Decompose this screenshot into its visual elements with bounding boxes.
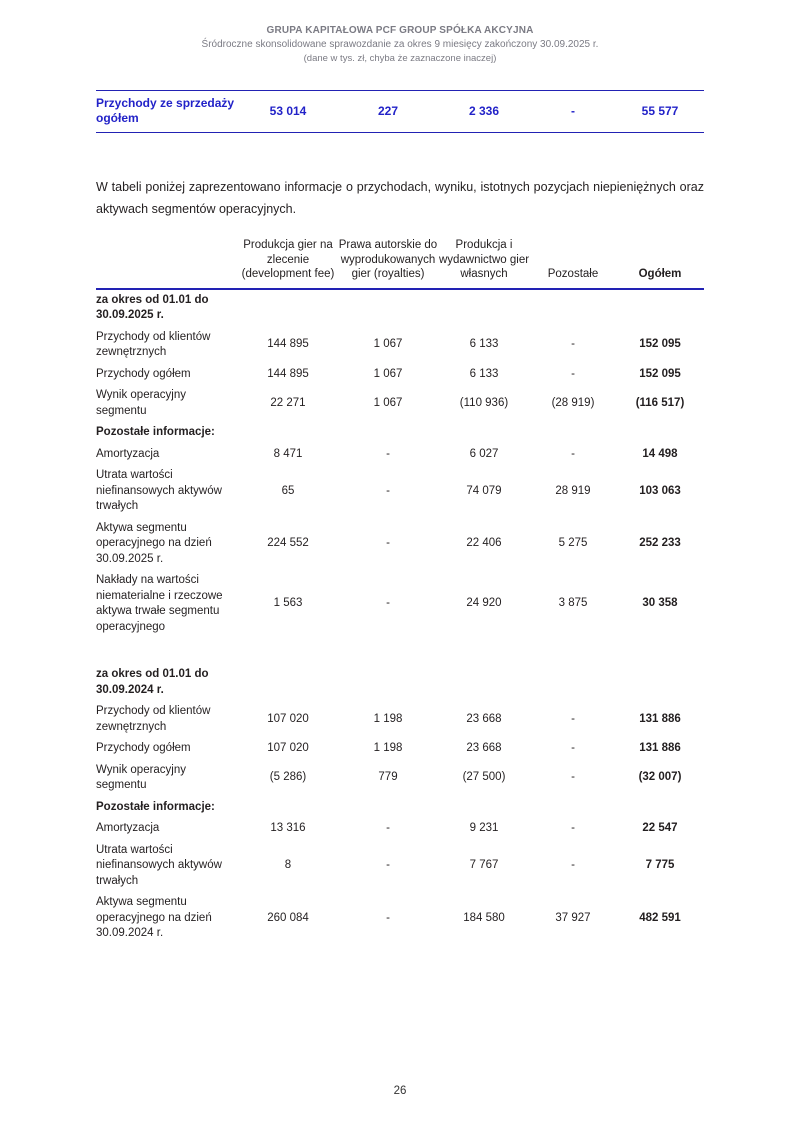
- row-label: Przychody ogółem: [96, 367, 191, 380]
- row-value-other: -: [571, 447, 575, 460]
- row-value-other: [530, 290, 616, 327]
- row-value-other: [530, 664, 616, 701]
- row-value-total: (116 517): [635, 396, 685, 409]
- document-running-header: [96, 24, 704, 66]
- row-value-total: [616, 664, 704, 701]
- spacer-cell: [338, 638, 438, 664]
- row-value-own-games: 6 133: [469, 367, 499, 380]
- row-value-total: 252 233: [639, 537, 681, 549]
- row-value-total: 7 775: [645, 859, 675, 871]
- row-value-development-fee: 107 020: [267, 712, 309, 725]
- table-row: [96, 797, 704, 819]
- row-value-development-fee: [238, 290, 338, 327]
- row-value-other: -: [571, 771, 575, 784]
- rule-cell: [616, 133, 704, 134]
- row-value-royalties: 1 067: [373, 338, 403, 351]
- row-label: Wynik operacyjny segmentu: [96, 763, 187, 791]
- rule-cell: [238, 133, 338, 134]
- row-value-development-fee: 22 271: [270, 396, 306, 409]
- table-row: [96, 570, 704, 638]
- rule-cell: [530, 133, 616, 134]
- row-value-development-fee: 65: [281, 484, 295, 497]
- row-label: Przychody ogółem: [96, 742, 191, 754]
- rule-cell: [96, 133, 238, 134]
- row-value-other: -: [571, 822, 575, 834]
- column-header-royalties: Prawa autorskie do wyprodukowanych gier (royalties): [338, 239, 438, 280]
- row-value-development-fee: 8: [284, 859, 292, 871]
- row-value-own-games: 74 079: [466, 484, 502, 497]
- segment-table-head: [96, 238, 704, 290]
- row-value-total: 131 886: [639, 712, 681, 725]
- table-row: [96, 444, 704, 466]
- row-value-other: -: [571, 367, 575, 380]
- row-value-royalties: -: [386, 447, 390, 460]
- row-value-royalties: 227: [377, 103, 399, 118]
- row-value-development-fee: 224 552: [267, 537, 309, 549]
- row-value-own-games: 9 231: [469, 822, 499, 834]
- row-value-development-fee: 8 471: [273, 447, 303, 460]
- row-value-development-fee: 13 316: [270, 822, 306, 834]
- row-label: Utrata wartości niefinansowych aktywów trwałych: [96, 469, 222, 512]
- row-value-other: [530, 422, 616, 444]
- header-company-name: GRUPA KAPITAŁOWA PCF GROUP SPÓŁKA AKCYJNA: [266, 25, 534, 36]
- row-value-total: [616, 290, 704, 327]
- row-value-development-fee: 260 084: [267, 911, 309, 924]
- row-value-royalties: [338, 422, 438, 444]
- row-value-royalties: -: [386, 859, 390, 871]
- row-value-total: 14 498: [642, 447, 678, 460]
- table-row: [96, 760, 704, 797]
- row-value-royalties: [338, 290, 438, 327]
- header-report-title: Śródroczne skonsolidowane sprawozdanie za okres 9 miesięcy zakończony 30.09.2025 r.: [201, 39, 599, 50]
- row-value-own-games: 23 668: [466, 712, 502, 725]
- row-value-own-games: 184 580: [463, 911, 505, 924]
- row-value-royalties: 1 067: [373, 367, 403, 380]
- row-value-development-fee: (5 286): [269, 771, 307, 784]
- row-value-other: -: [571, 742, 575, 754]
- row-value-own-games: [438, 422, 530, 444]
- row-label: Amortyzacja: [96, 822, 160, 834]
- row-label: za okres od 01.01 do 30.09.2024 r.: [96, 668, 209, 696]
- page-number: 26: [393, 1085, 407, 1097]
- column-header-total: Ogółem: [638, 268, 682, 280]
- row-value-development-fee: 144 895: [267, 367, 309, 380]
- row-value-development-fee: 1 563: [273, 597, 303, 610]
- intro-paragraph: W tabeli poniżej zaprezentowano informacje o przychodach, wyniku, istotnych pozycjach niepieniężnych oraz aktywach segmentów operacyjnych.: [96, 179, 704, 216]
- row-value-royalties: 779: [378, 771, 398, 784]
- segment-reporting-table: [96, 238, 704, 945]
- spacer-cell: [530, 638, 616, 664]
- row-value-royalties: -: [386, 537, 390, 549]
- row-label: Przychody ze sprzedaży ogółem: [96, 96, 235, 125]
- table-row-total-revenue: [96, 91, 704, 133]
- table-row: [96, 327, 704, 364]
- row-value-other: 3 875: [558, 597, 588, 610]
- row-label: Amortyzacja: [96, 447, 160, 460]
- row-label: Przychody od klientów zewnętrznych: [96, 705, 211, 733]
- row-value-total: 55 577: [641, 103, 679, 118]
- row-value-royalties: [338, 797, 438, 819]
- rule-cell: [438, 133, 530, 134]
- table-row: [96, 840, 704, 893]
- segment-table-body: [96, 290, 704, 945]
- row-value-development-fee: [238, 422, 338, 444]
- spacer-cell: [96, 638, 238, 664]
- row-label: Przychody od klientów zewnętrznych: [96, 330, 211, 358]
- summary-rule-bottom: [96, 133, 704, 134]
- table-spacer-row: [96, 638, 704, 664]
- row-value-development-fee: [238, 664, 338, 701]
- row-value-development-fee: 144 895: [267, 338, 309, 351]
- revenue-summary-table: [96, 90, 704, 133]
- row-value-royalties: 1 067: [373, 396, 403, 409]
- table-row: [96, 364, 704, 386]
- row-value-royalties: -: [386, 597, 390, 610]
- row-value-total: 30 358: [642, 597, 678, 610]
- row-value-other: -: [571, 103, 575, 118]
- row-value-own-games: 24 920: [466, 597, 502, 610]
- row-label: Pozostałe informacje:: [96, 426, 215, 438]
- table-row: [96, 701, 704, 738]
- table-row: [96, 422, 704, 444]
- table-row: [96, 385, 704, 422]
- row-value-own-games: (110 936): [459, 396, 509, 409]
- row-value-royalties: 1 198: [373, 712, 403, 725]
- row-value-royalties: -: [386, 484, 390, 497]
- row-label: Wynik operacyjny segmentu: [96, 389, 187, 417]
- row-label: Aktywa segmentu operacyjnego na dzień 30.09.2025 r.: [96, 521, 212, 565]
- row-value-development-fee: 53 014: [269, 103, 307, 118]
- row-value-other: 28 919: [555, 484, 591, 497]
- row-label: Aktywa segmentu operacyjnego na dzień 30.09.2024 r.: [96, 896, 212, 939]
- rule-cell: [338, 133, 438, 134]
- row-value-royalties: 1 198: [373, 742, 403, 754]
- row-value-total: 152 095: [639, 367, 681, 380]
- row-value-other: 37 927: [555, 911, 591, 924]
- row-label: Utrata wartości niefinansowych aktywów trwałych: [96, 843, 222, 887]
- row-value-other: -: [571, 859, 575, 871]
- row-value-own-games: 23 668: [466, 742, 502, 754]
- table-header-row: [96, 238, 704, 289]
- spacer-cell: [438, 638, 530, 664]
- table-row: [96, 290, 704, 327]
- row-value-total: 131 886: [639, 742, 681, 754]
- row-value-own-games: [438, 797, 530, 819]
- row-value-own-games: 2 336: [468, 103, 500, 118]
- row-value-other: -: [571, 712, 575, 725]
- spacer-cell: [238, 638, 338, 664]
- spacer-cell: [616, 638, 704, 664]
- row-value-royalties: [338, 664, 438, 701]
- row-value-royalties: -: [386, 911, 390, 924]
- row-value-other: [530, 797, 616, 819]
- column-header-other: Pozostałe: [547, 268, 599, 280]
- row-value-development-fee: [238, 797, 338, 819]
- row-value-total: 103 063: [639, 484, 681, 497]
- column-header-blank: [96, 238, 238, 289]
- row-value-other: -: [571, 338, 575, 351]
- row-value-total: 152 095: [639, 338, 681, 351]
- table-row: [96, 465, 704, 518]
- row-value-development-fee: 107 020: [267, 742, 309, 754]
- row-value-own-games: 6 133: [469, 338, 499, 351]
- row-value-own-games: (27 500): [462, 771, 506, 784]
- row-value-total: [616, 422, 704, 444]
- row-label: Pozostałe informacje:: [96, 800, 215, 813]
- column-header-development-fee: Produkcja gier na zlecenie (development fee): [241, 239, 335, 280]
- column-header-own-games: Produkcja i wydawnictwo gier własnych: [438, 239, 530, 280]
- row-value-total: [616, 797, 704, 819]
- row-value-royalties: -: [386, 822, 390, 834]
- table-row: [96, 664, 704, 701]
- row-value-total: 482 591: [639, 911, 681, 924]
- row-value-other: (28 919): [551, 396, 595, 409]
- header-units-note: (dane w tys. zł, chyba że zaznaczone inaczej): [303, 53, 497, 64]
- row-value-own-games: [438, 290, 530, 327]
- row-value-own-games: 7 767: [469, 859, 499, 871]
- table-row: [96, 518, 704, 571]
- row-value-own-games: 22 406: [466, 537, 502, 549]
- table-row: [96, 892, 704, 945]
- table-row: [96, 738, 704, 760]
- row-label: za okres od 01.01 do 30.09.2025 r.: [96, 293, 209, 321]
- table-row: [96, 818, 704, 840]
- row-value-own-games: [438, 664, 530, 701]
- row-value-total: (32 007): [638, 771, 682, 784]
- row-value-total: 22 547: [642, 822, 678, 834]
- row-value-own-games: 6 027: [469, 447, 499, 460]
- row-label: Nakłady na wartości niematerialne i rzeczowe aktywa trwałe segmentu operacyjnego: [96, 574, 223, 633]
- row-value-other: 5 275: [558, 537, 588, 549]
